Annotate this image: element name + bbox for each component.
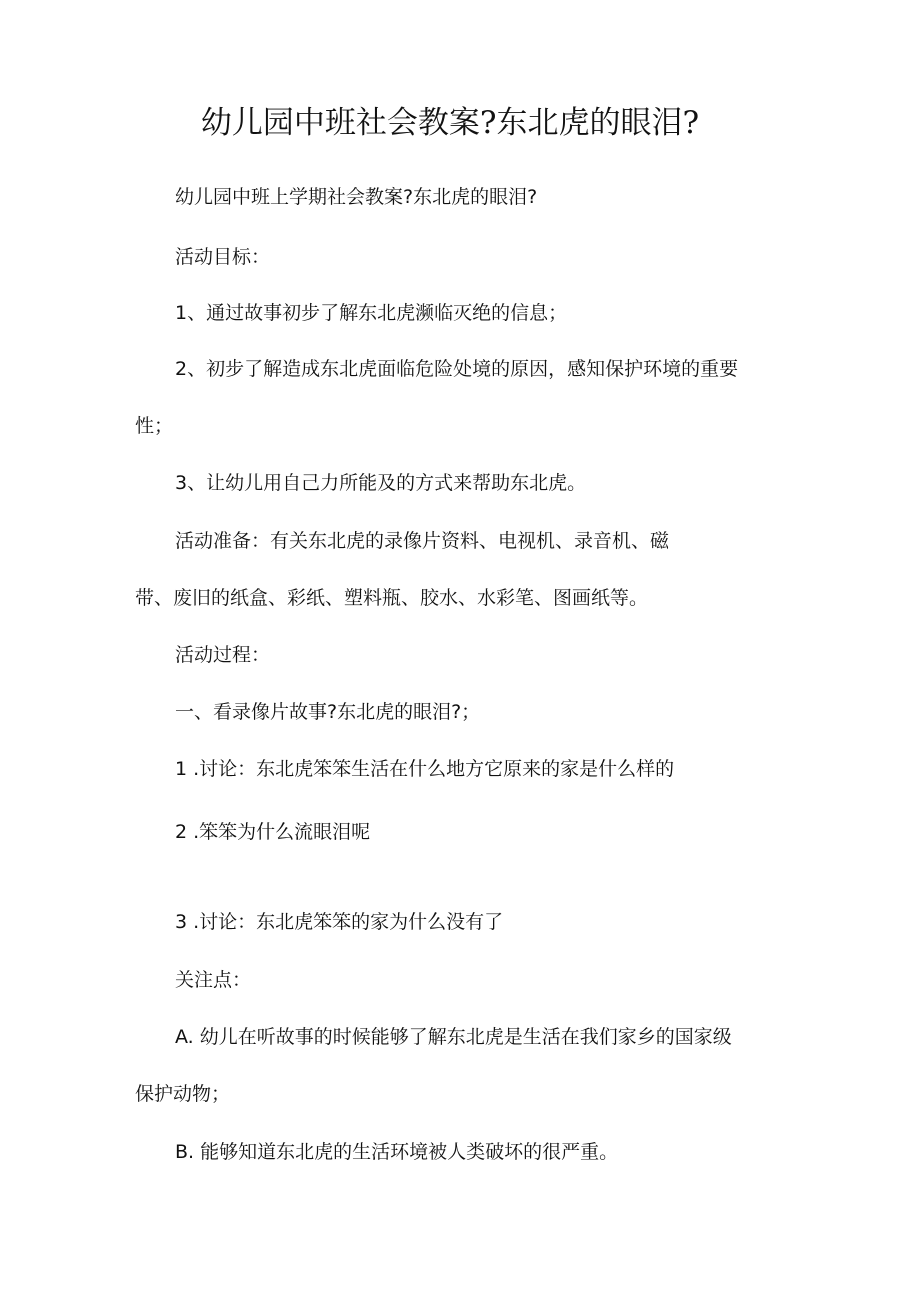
- focus-item-b: B. 能够知道东北虎的生活环境被人类破坏的很严重。: [175, 1141, 619, 1163]
- goal-item-3: 3、让幼儿用自己力所能及的方式来帮助东北虎。: [175, 472, 587, 494]
- discussion-item-2: 2 .笨笨为什么流眼泪呢: [175, 821, 371, 843]
- document-title: 幼儿园中班社会教案?东北虎的眼泪?: [200, 105, 700, 141]
- goal-item-2-continuation: 性；: [135, 415, 174, 437]
- discussion-item-1: 1 .讨论：东北虎笨笨生活在什么地方它原来的家是什么样的: [175, 758, 675, 780]
- goal-item-2: 2、初步了解造成东北虎面临危险处境的原因，感知保护环境的重要: [175, 358, 739, 380]
- preparation-paragraph-continuation: 带、废旧的纸盒、彩纸、塑料瓶、胶水、水彩笔、图画纸等。: [135, 587, 649, 609]
- subtitle-line: 幼儿园中班上学期社会教案?东北虎的眼泪?: [175, 186, 538, 208]
- focus-item-a: A. 幼儿在听故事的时候能够了解东北虎是生活在我们家乡的国家级: [175, 1026, 732, 1048]
- process-step-1: 一、看录像片故事?东北虎的眼泪?；: [175, 701, 481, 723]
- discussion-item-3: 3 .讨论：东北虎笨笨的家为什么没有了: [175, 911, 504, 933]
- focus-item-a-continuation: 保护动物；: [135, 1083, 231, 1105]
- goal-item-1: 1、通过故事初步了解东北虎濒临灭绝的信息；: [175, 302, 568, 324]
- preparation-paragraph: 活动准备：有关东北虎的录像片资料、电视机、录音机、磁: [175, 530, 670, 552]
- section-heading-focus: 关注点：: [175, 969, 252, 991]
- section-heading-process: 活动过程：: [175, 644, 271, 666]
- section-heading-goals: 活动目标：: [175, 246, 271, 268]
